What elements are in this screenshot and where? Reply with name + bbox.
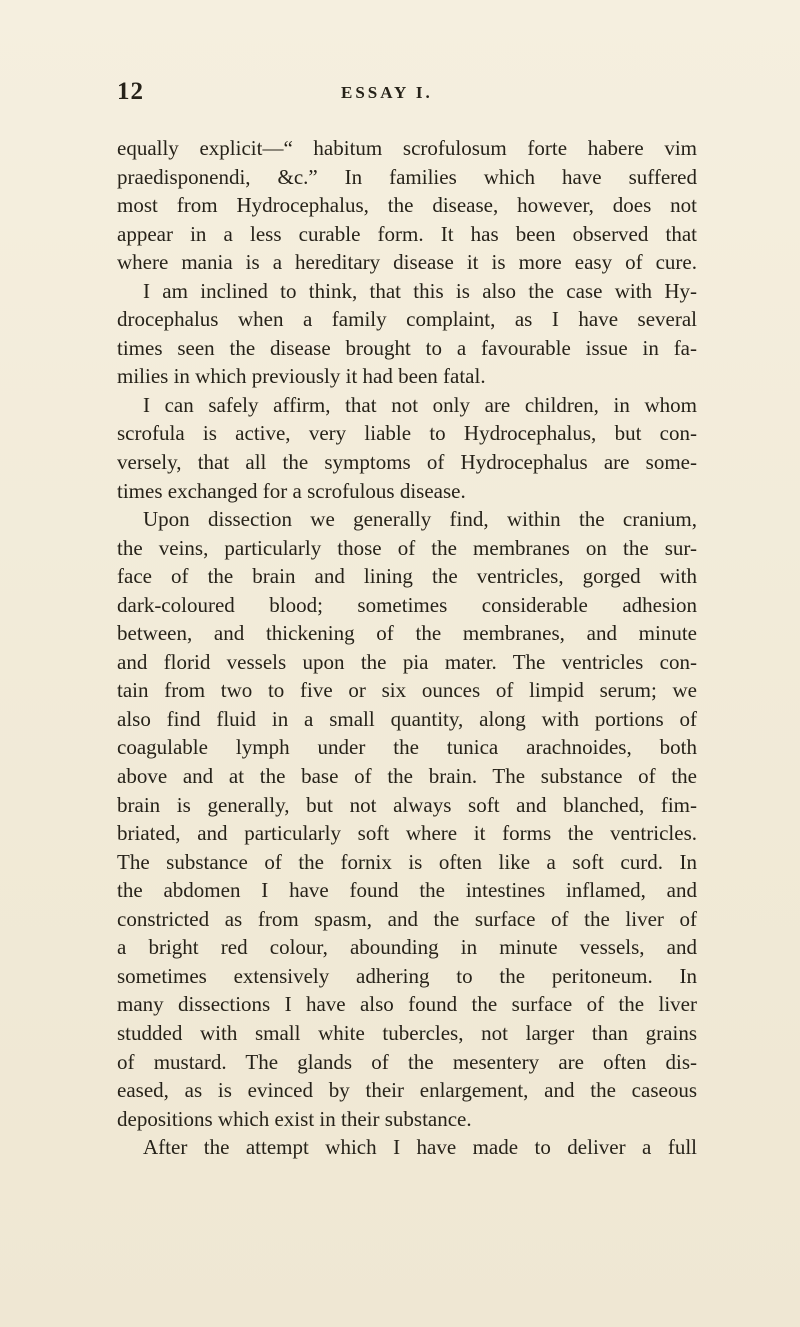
running-head [117,78,697,112]
text-line: eased, as is evinced by their enlargement, and the caseous [117,1078,697,1103]
text-line: above and at the base of the brain. The substance of the [117,764,697,789]
text-line: of mustard. The glands of the mesentery are often dis- [117,1049,697,1074]
text-line: praedisponendi, &c.” In families which have suffered [117,164,697,189]
text-line: milies in which previously it had been fatal. [117,364,486,389]
body-text [117,134,697,1162]
text-line: the abdomen I have found the intestines inflamed, and [117,878,697,903]
text-line: After the attempt which I have made to deliver a full [143,1135,697,1160]
text-line: scrofula is active, very liable to Hydrocephalus, but con- [117,421,697,446]
text-line: a bright red colour, abounding in minute vessels, and [117,935,697,960]
text-line: the veins, particularly those of the membranes on the sur- [117,535,697,560]
text-line: constricted as from spasm, and the surface of the liver of [117,906,697,931]
text-line: studded with small white tubercles, not larger than grains [117,1020,697,1045]
text-line: I am inclined to think, that this is also the case with Hy- [143,278,697,303]
text-line: drocephalus when a family complaint, as I have several [117,307,697,332]
text-line: coagulable lymph under the tunica arachnoides, both [117,735,697,760]
text-line: between, and thickening of the membranes, and minute [117,621,697,646]
page-number: 12 [117,78,144,105]
text-line: Upon dissection we generally find, within the cranium, [143,507,697,532]
text-line: depositions which exist in their substance. [117,1106,472,1131]
text-line: briated, and particularly soft where it forms the ventricles. [117,821,697,846]
text-line: brain is generally, but not always soft and blanched, fim- [117,792,697,817]
text-line: also find fluid in a small quantity, along with portions of [117,706,697,731]
text-line: versely, that all the symptoms of Hydrocephalus are some- [117,450,697,475]
text-line: face of the brain and lining the ventricles, gorged with [117,564,697,589]
text-line: tain from two to five or six ounces of limpid serum; we [117,678,697,703]
text-line: many dissections I have also found the surface of the liver [117,992,697,1017]
text-line: sometimes extensively adhering to the peritoneum. In [117,963,697,988]
text-line: and florid vessels upon the pia mater. The ventricles con- [117,649,697,674]
text-line: times exchanged for a scrofulous disease. [117,478,466,503]
text-line: most from Hydrocephalus, the disease, however, does not [117,193,697,218]
text-line: times seen the disease brought to a favourable issue in fa- [117,335,697,360]
text-line: where mania is a hereditary disease it is more easy of cure. [117,250,697,275]
text-line: dark-coloured blood; sometimes considerable adhesion [117,592,697,617]
text-line: appear in a less curable form. It has been observed that [117,221,697,246]
text-line: equally explicit—“ habitum scrofulosum forte habere vim [117,136,697,160]
text-line: The substance of the fornix is often like a soft curd. In [117,849,697,874]
running-title: ESSAY I. [341,83,433,102]
text-line: I can safely affirm, that not only are children, in whom [143,392,697,417]
